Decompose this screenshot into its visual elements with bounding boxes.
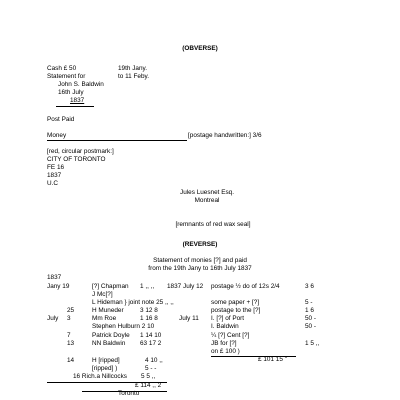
row-right: 5 - [305, 299, 313, 306]
row-name: Patrick Doyle [92, 332, 130, 339]
postmark-date: FE 16 [47, 164, 65, 171]
row-date: July 11 [179, 315, 199, 322]
row-month: Jany 19 [47, 283, 70, 290]
row-name: [?] Chapman [92, 283, 129, 290]
row-name: NN Baldwin [92, 340, 126, 347]
row-day: 14 [67, 357, 75, 364]
row-name: L Hideman } joint note 25 ,, ,, [92, 299, 174, 306]
row-amount: 1 14 10 [140, 332, 162, 339]
person-name: John S. Baldwin [58, 81, 104, 88]
postage-note: [postage handwritten:] 3/6 [188, 132, 262, 139]
post-paid: Post Paid [47, 116, 75, 123]
row-right: 1 6 [305, 307, 314, 314]
row-day: 7 [67, 332, 71, 339]
row-day: 3 [67, 315, 71, 322]
row-name: 16 Rich.a Nillcocks [73, 373, 127, 380]
reverse-place: Toronto [118, 390, 140, 397]
grand-total: £ 114 ,, 2 [135, 382, 162, 389]
postmark-note: [red, circular postmark:] [47, 148, 114, 155]
row-name: Stephen Hulburn 2 10 [92, 323, 155, 330]
row-amount: 4 10 ,, [145, 357, 163, 364]
row-name: Mm Roe [92, 315, 117, 322]
row-amount: 63 17 2 [140, 340, 162, 347]
cash-amount: Cash £ 50 [47, 65, 77, 72]
row-desc: JB for [?] [211, 340, 237, 347]
row-right: 3 6 [305, 283, 314, 290]
obverse-year: 1837 [70, 97, 85, 104]
row-month: July [47, 315, 59, 322]
row-desc: postage to the [?] [211, 307, 261, 314]
postmark-year: 1837 [47, 172, 62, 179]
row-amount: 1 16 8 [140, 315, 158, 322]
reverse-title-1: Statement of monies [?] and paid [153, 257, 247, 264]
subtotal: £ 101 15 '' [258, 356, 288, 363]
obverse-heading: (OBVERSE) [182, 45, 218, 52]
address-place: Montreal [194, 197, 220, 204]
row-name: H Muneder [92, 307, 124, 314]
start-date: 19th Jany. [118, 65, 148, 72]
addressee: Jules Luesnet Esq. [180, 189, 234, 196]
row-name: [ripped] ) [92, 365, 118, 372]
row-right: 50 - [305, 323, 317, 330]
row-amount: 5 - - [145, 365, 157, 372]
row-desc: I. [?] of Port [211, 315, 245, 322]
row-desc: on £ 100 ) [211, 348, 240, 355]
money-line [47, 140, 187, 141]
row-day: 25 [67, 307, 75, 314]
postmark-uc: U.C [47, 180, 59, 187]
row-day: 13 [67, 340, 75, 347]
statement-for: Statement for [47, 73, 86, 80]
money-label: Money [47, 132, 67, 139]
reverse-heading: (REVERSE) [182, 241, 218, 248]
row-desc: ¼ [?] Cent [?] [211, 332, 250, 339]
reverse-year: 1837 [47, 274, 62, 281]
row-desc: I. Baldwin [211, 323, 239, 330]
row-desc: some paper + [?] [211, 299, 260, 306]
reverse-title-2: from the 19th Jany to 16th July 1837 [148, 265, 252, 272]
row-desc: postage ½ do of 12s 2/4 [211, 283, 280, 290]
row-name: H [ripped] [92, 357, 120, 364]
seal-note: [remnants of red wax seal] [175, 221, 251, 228]
row-amount: 1 ,, ,, [140, 283, 155, 290]
row-name: J Mc[?] [92, 291, 113, 298]
year-underline [56, 106, 94, 107]
row-right: 50 - [305, 315, 317, 322]
row-right: 1 5 ,, [305, 340, 320, 347]
row-date: 1837 July 12 [167, 283, 204, 290]
row-amount: 3 12 8 [140, 307, 158, 314]
postmark-city: CITY OF TORONTO [47, 156, 106, 163]
end-date: to 11 Feby. [118, 73, 150, 80]
july-date: 16th July [58, 89, 84, 96]
row-amount: 5 5 ,, [141, 373, 156, 380]
